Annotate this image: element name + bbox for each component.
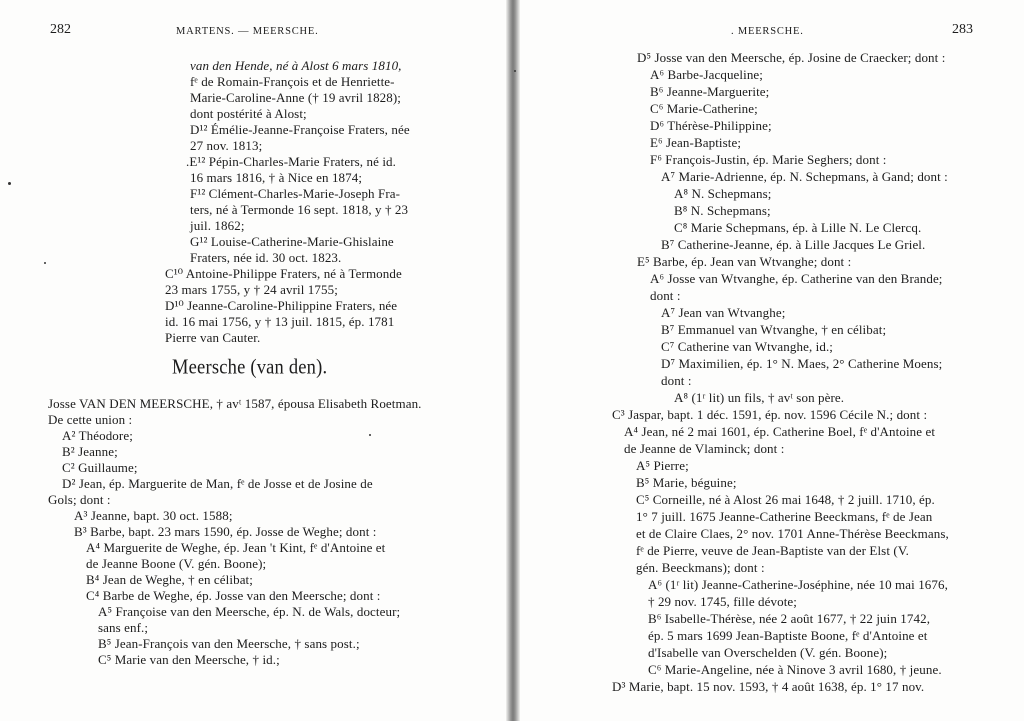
text-line: B⁴ Jean de Weghe, † en célibat; bbox=[86, 572, 253, 587]
text-line: de Jeanne Boone (V. gén. Boone); bbox=[86, 556, 267, 571]
text-line: B⁶ Isabelle-Thérèse, née 2 août 1677, † 22 juin 1742, bbox=[648, 611, 931, 626]
text-line: 16 mars 1816, † à Nice en 1874; bbox=[190, 170, 363, 185]
text-line: A⁶ (1ʳ lit) Jeanne-Catherine-Joséphine, née 10 mai 1676, bbox=[648, 577, 948, 592]
text-line: F¹² Clément-Charles-Marie-Joseph Fra- bbox=[190, 186, 401, 201]
text-line: dont postérité à Alost; bbox=[190, 106, 307, 121]
paper-speck bbox=[44, 262, 46, 264]
text-line: Gols; dont : bbox=[48, 492, 111, 507]
text-line: D³ Marie, bapt. 15 nov. 1593, † 4 août 1638, ép. 1° 17 nov. bbox=[612, 679, 925, 694]
text-line: B² Jeanne; bbox=[62, 444, 118, 459]
text-line: B⁵ Marie, béguine; bbox=[636, 475, 737, 490]
text-line: ép. 5 mars 1699 Jean-Baptiste Boone, fᵉ d'Antoine et bbox=[648, 628, 928, 643]
text-line: G¹² Louise-Catherine-Marie-Ghislaine bbox=[190, 234, 394, 249]
text-line: † 29 nov. 1745, fille dévote; bbox=[648, 594, 798, 609]
text-line: D⁶ Thérèse-Philippine; bbox=[650, 118, 772, 133]
text-line: gén. Beeckmans); dont : bbox=[636, 560, 765, 575]
text-line: C⁸ Marie Schepmans, ép. à Lille N. Le Clercq. bbox=[674, 220, 922, 235]
text-line: A⁴ Jean, né 2 mai 1601, ép. Catherine Boel, fᵉ d'Antoine et bbox=[624, 424, 936, 439]
text-line: juil. 1862; bbox=[190, 218, 245, 233]
text-line: C⁶ Marie-Catherine; bbox=[650, 101, 758, 116]
text-line: et de Claire Claes, 2° nov. 1701 Anne-Thérèse Beeckmans, bbox=[636, 526, 949, 541]
text-line: A³ Jeanne, bapt. 30 oct. 1588; bbox=[74, 508, 233, 523]
paper-speck bbox=[514, 70, 516, 72]
text-line: Pierre van Cauter. bbox=[165, 330, 261, 345]
text-line: C¹⁰ Antoine-Philippe Fraters, né à Termonde bbox=[165, 266, 402, 281]
text-line: dont : bbox=[661, 373, 692, 388]
text-line: A⁴ Marguerite de Weghe, ép. Jean 't Kint, fᵉ d'Antoine et bbox=[86, 540, 386, 555]
text-line: id. 16 mai 1756, y † 13 juil. 1815, ép. 1781 bbox=[165, 314, 395, 329]
text-line: C⁵ Marie van den Meersche, † id.; bbox=[98, 652, 280, 667]
text-line: D² Jean, ép. Marguerite de Man, fᵉ de Josse et de Josine de bbox=[62, 476, 373, 491]
text-line: sans enf.; bbox=[98, 620, 149, 635]
text-line: F⁶ François-Justin, ép. Marie Seghers; dont : bbox=[650, 152, 887, 167]
text-line: A⁶ Josse van Wtvanghe, ép. Catherine van den Brande; bbox=[650, 271, 943, 286]
running-head: . MEERSCHE. bbox=[731, 26, 804, 37]
section-title: Meersche (van den). bbox=[172, 356, 328, 379]
text-line: C⁶ Marie-Angeline, née à Ninove 3 avril 1680, † jeune. bbox=[648, 662, 942, 677]
text-line: B⁵ Jean-François van den Meersche, † sans post.; bbox=[98, 636, 360, 651]
text-line: van den Hende, né à Alost 6 mars 1810, bbox=[190, 58, 402, 73]
text-line: B⁸ N. Schepmans; bbox=[674, 203, 771, 218]
text-line: C³ Jaspar, bapt. 1 déc. 1591, ép. nov. 1596 Cécile N.; dont : bbox=[612, 407, 928, 422]
text-line: A⁵ Pierre; bbox=[636, 458, 689, 473]
book-gutter bbox=[506, 0, 520, 721]
text-line: 27 nov. 1813; bbox=[190, 138, 263, 153]
text-line: A⁷ Jean van Wtvanghe; bbox=[661, 305, 786, 320]
text-line: Fraters, née id. 30 oct. 1823. bbox=[190, 250, 342, 265]
text-line: C² Guillaume; bbox=[62, 460, 138, 475]
text-line: ters, né à Termonde 16 sept. 1818, y † 23 bbox=[190, 202, 409, 217]
text-line: De cette union : bbox=[48, 412, 133, 427]
text-line: D⁷ Maximilien, ép. 1° N. Maes, 2° Catherine Moens; bbox=[661, 356, 943, 371]
text-line: C⁷ Catherine van Wtvanghe, id.; bbox=[661, 339, 834, 354]
text-line: B⁷ Emmanuel van Wtvanghe, † en célibat; bbox=[661, 322, 887, 337]
text-line: D¹² Émélie-Jeanne-Françoise Fraters, née bbox=[190, 122, 410, 137]
text-line: E⁶ Jean-Baptiste; bbox=[650, 135, 742, 150]
text-line: A⁸ (1ʳ lit) un fils, † avᵗ son père. bbox=[674, 390, 845, 405]
text-line: C⁵ Corneille, né à Alost 26 mai 1648, † 2 juill. 1710, ép. bbox=[636, 492, 935, 507]
text-line: dont : bbox=[650, 288, 681, 303]
left-page bbox=[0, 0, 506, 721]
text-line: D⁵ Josse van den Meersche, ép. Josine de Craecker; dont : bbox=[637, 50, 946, 65]
text-line: D¹⁰ Jeanne-Caroline-Philippine Fraters, née bbox=[165, 298, 398, 313]
text-line: A² Théodore; bbox=[62, 428, 133, 443]
text-line: 23 mars 1755, y † 24 avril 1755; bbox=[165, 282, 338, 297]
text-line: E⁵ Barbe, ép. Jean van Wtvanghe; dont : bbox=[637, 254, 852, 269]
text-line: B⁷ Catherine-Jeanne, ép. à Lille Jacques Le Griel. bbox=[661, 237, 926, 252]
page-number: 282 bbox=[50, 22, 71, 37]
text-line: B³ Barbe, bapt. 23 mars 1590, ép. Josse de Weghe; dont : bbox=[74, 524, 377, 539]
running-head: MARTENS. — MEERSCHE. bbox=[176, 26, 319, 37]
text-line: Josse VAN DEN MEERSCHE, † avᵗ 1587, épousa Elisabeth Roetman. bbox=[48, 396, 422, 411]
text-line: Marie-Caroline-Anne († 19 avril 1828); bbox=[190, 90, 402, 105]
text-line: A⁵ Françoise van den Meersche, ép. N. de Wals, docteur; bbox=[98, 604, 401, 619]
text-line: A⁷ Marie-Adrienne, ép. N. Schepmans, à Gand; dont : bbox=[661, 169, 948, 184]
text-line: C⁴ Barbe de Weghe, ép. Josse van den Meersche; dont : bbox=[86, 588, 381, 603]
page-number: 283 bbox=[952, 22, 973, 37]
text-line: A⁸ N. Schepmans; bbox=[674, 186, 772, 201]
right-page bbox=[520, 0, 1024, 721]
paper-speck bbox=[369, 434, 371, 436]
text-line: de Jeanne de Vlaminck; dont : bbox=[624, 441, 785, 456]
text-line: .E¹² Pépin-Charles-Marie Fraters, né id. bbox=[186, 154, 396, 169]
text-line: 1° 7 juill. 1675 Jeanne-Catherine Beeckmans, fᵉ de Jean bbox=[636, 509, 933, 524]
text-line: fᵉ de Romain-François et de Henriette- bbox=[190, 74, 395, 89]
text-line: A⁶ Barbe-Jacqueline; bbox=[650, 67, 764, 82]
text-line: B⁶ Jeanne-Marguerite; bbox=[650, 84, 770, 99]
text-line: d'Isabelle van Overschelden (V. gén. Boone); bbox=[648, 645, 888, 660]
text-line: fᵉ de Pierre, veuve de Jean-Baptiste van der Elst (V. bbox=[636, 543, 909, 558]
paper-speck bbox=[8, 182, 11, 185]
